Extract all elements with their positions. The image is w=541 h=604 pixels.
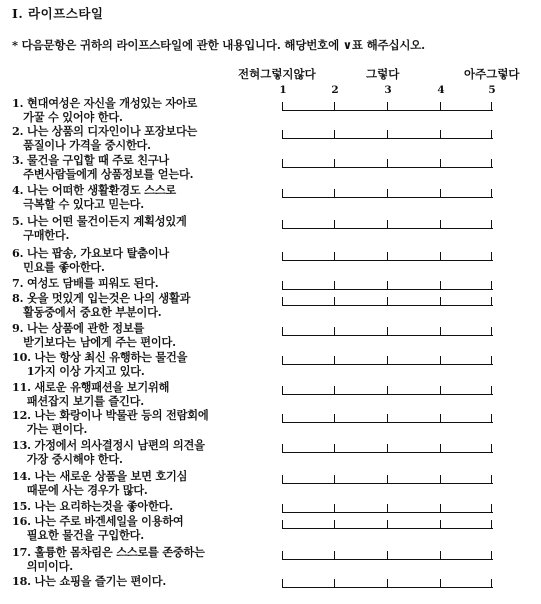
- question-text: 6. 나는 팝송, 가요보다 탈춤이나 민요를 좋아한다.: [12, 246, 170, 274]
- question-text: 13. 가정에서 의사결정시 남편의 의견을 가장 중시해야 한다.: [12, 438, 205, 466]
- scale-tick-1[interactable]: [282, 297, 283, 306]
- scale-tick-2[interactable]: [334, 356, 335, 365]
- scale-tick-1[interactable]: [282, 551, 283, 560]
- scale-tick-5[interactable]: [491, 281, 492, 290]
- scale-point-1: 1: [279, 84, 287, 96]
- scale-tick-3[interactable]: [387, 102, 388, 111]
- section-title: Ⅰ. 라이프스타일: [12, 6, 104, 21]
- scale-tick-2[interactable]: [334, 252, 335, 261]
- scale-tick-2[interactable]: [334, 130, 335, 139]
- scale-tick-5[interactable]: [491, 189, 492, 198]
- scale-tick-4[interactable]: [440, 327, 441, 336]
- scale-tick-2[interactable]: [334, 297, 335, 306]
- scale-tick-4[interactable]: [440, 520, 441, 529]
- question-text: 14. 나는 새로운 상품을 보면 호기심 때문에 사는 경우가 많다.: [12, 469, 188, 497]
- scale-tick-1[interactable]: [282, 252, 283, 261]
- scale-tick-3[interactable]: [387, 520, 388, 529]
- scale-tick-5[interactable]: [491, 356, 492, 365]
- scale-tick-3[interactable]: [387, 220, 388, 229]
- rating-scale[interactable]: [282, 474, 493, 484]
- scale-tick-3[interactable]: [387, 475, 388, 484]
- scale-tick-2[interactable]: [334, 102, 335, 111]
- scale-tick-2[interactable]: [334, 327, 335, 336]
- rating-scale[interactable]: [282, 251, 493, 261]
- scale-tick-3[interactable]: [387, 189, 388, 198]
- question-text: 11. 새로운 유행패션을 보기위해 패션잡지 보기를 즐긴다.: [12, 380, 170, 408]
- scale-tick-1[interactable]: [282, 414, 283, 423]
- scale-tick-5[interactable]: [491, 414, 492, 423]
- scale-tick-3[interactable]: [387, 159, 388, 168]
- scale-tick-4[interactable]: [440, 102, 441, 111]
- rating-scale[interactable]: [282, 296, 493, 306]
- scale-anchor-low: 전혀그렇지않다: [238, 67, 316, 81]
- scale-tick-1[interactable]: [282, 386, 283, 395]
- scale-tick-2[interactable]: [334, 220, 335, 229]
- scale-tick-1[interactable]: [282, 356, 283, 365]
- scale-point-3: 3: [384, 84, 392, 96]
- rating-scale[interactable]: [282, 219, 493, 229]
- scale-tick-3[interactable]: [387, 386, 388, 395]
- rating-scale[interactable]: [282, 188, 493, 198]
- scale-tick-4[interactable]: [440, 130, 441, 139]
- scale-tick-4[interactable]: [440, 189, 441, 198]
- rating-scale[interactable]: [282, 355, 493, 365]
- scale-tick-3[interactable]: [387, 444, 388, 453]
- scale-tick-4[interactable]: [440, 252, 441, 261]
- scale-tick-5[interactable]: [491, 252, 492, 261]
- question-text: 17. 훌륭한 몸차림은 스스로를 존중하는 의미이다.: [12, 545, 205, 573]
- scale-tick-2[interactable]: [334, 189, 335, 198]
- scale-tick-2[interactable]: [334, 444, 335, 453]
- scale-tick-4[interactable]: [440, 444, 441, 453]
- question-text: 5. 나는 어떤 물건이든지 계획성있게 구매한다.: [12, 214, 187, 242]
- scale-tick-1[interactable]: [282, 520, 283, 529]
- question-text: 7. 여성도 담배를 피워도 된다.: [12, 276, 159, 290]
- scale-tick-5[interactable]: [491, 386, 492, 395]
- scale-tick-3[interactable]: [387, 414, 388, 423]
- scale-tick-5[interactable]: [491, 579, 492, 588]
- scale-tick-3[interactable]: [387, 356, 388, 365]
- scale-tick-4[interactable]: [440, 579, 441, 588]
- scale-tick-4[interactable]: [440, 356, 441, 365]
- scale-tick-3[interactable]: [387, 252, 388, 261]
- scale-tick-1[interactable]: [282, 189, 283, 198]
- question-text: 4. 나는 어떠한 생활환경도 스스로 극복할 수 있다고 믿는다.: [12, 183, 176, 211]
- scale-point-5: 5: [488, 84, 496, 96]
- rating-scale[interactable]: [282, 503, 493, 513]
- scale-tick-1[interactable]: [282, 327, 283, 336]
- scale-tick-1[interactable]: [282, 579, 283, 588]
- scale-tick-2[interactable]: [334, 159, 335, 168]
- scale-point-2: 2: [331, 84, 339, 96]
- rating-scale[interactable]: [282, 280, 493, 290]
- scale-anchor-high: 아주그렇다: [464, 67, 520, 81]
- scale-tick-1[interactable]: [282, 220, 283, 229]
- scale-tick-5[interactable]: [491, 220, 492, 229]
- scale-tick-2[interactable]: [334, 551, 335, 560]
- scale-tick-4[interactable]: [440, 551, 441, 560]
- scale-tick-1[interactable]: [282, 444, 283, 453]
- scale-tick-3[interactable]: [387, 504, 388, 513]
- scale-tick-4[interactable]: [440, 220, 441, 229]
- scale-tick-5[interactable]: [491, 327, 492, 336]
- scale-tick-5[interactable]: [491, 444, 492, 453]
- scale-point-4: 4: [437, 84, 445, 96]
- question-text: 12. 나는 화랑이나 박물관 등의 전람회에 가는 편이다.: [12, 408, 209, 436]
- rating-scale[interactable]: [282, 129, 493, 139]
- scale-tick-5[interactable]: [491, 297, 492, 306]
- scale-tick-4[interactable]: [440, 297, 441, 306]
- scale-tick-2[interactable]: [334, 281, 335, 290]
- rating-scale[interactable]: [282, 326, 493, 336]
- question-text: 18. 나는 쇼핑을 즐기는 편이다.: [12, 574, 167, 588]
- scale-tick-4[interactable]: [440, 159, 441, 168]
- scale-tick-3[interactable]: [387, 297, 388, 306]
- scale-tick-2[interactable]: [334, 386, 335, 395]
- scale-tick-2[interactable]: [334, 520, 335, 529]
- question-text: 10. 나는 항상 최신 유행하는 물건을 1가지 이상 가지고 있다.: [12, 350, 188, 378]
- scale-tick-1[interactable]: [282, 102, 283, 111]
- scale-tick-5[interactable]: [491, 475, 492, 484]
- scale-tick-4[interactable]: [440, 414, 441, 423]
- scale-tick-3[interactable]: [387, 579, 388, 588]
- scale-tick-3[interactable]: [387, 551, 388, 560]
- scale-tick-4[interactable]: [440, 475, 441, 484]
- scale-tick-5[interactable]: [491, 504, 492, 513]
- scale-tick-1[interactable]: [282, 130, 283, 139]
- scale-tick-1[interactable]: [282, 159, 283, 168]
- rating-scale[interactable]: [282, 550, 493, 560]
- scale-tick-3[interactable]: [387, 130, 388, 139]
- scale-tick-1[interactable]: [282, 281, 283, 290]
- question-text: 15. 나는 요리하는것을 좋아한다.: [12, 499, 173, 513]
- scale-tick-5[interactable]: [491, 130, 492, 139]
- scale-tick-5[interactable]: [491, 551, 492, 560]
- scale-tick-3[interactable]: [387, 281, 388, 290]
- scale-tick-5[interactable]: [491, 159, 492, 168]
- scale-tick-2[interactable]: [334, 475, 335, 484]
- scale-tick-2[interactable]: [334, 504, 335, 513]
- rating-scale[interactable]: [282, 101, 493, 111]
- scale-tick-2[interactable]: [334, 414, 335, 423]
- question-text: 8. 옷을 멋있게 입는것은 나의 생활과 활동중에서 중요한 부분이다.: [12, 291, 191, 319]
- question-text: 1. 현대여성은 자신을 개성있는 자아로 가꿀 수 있어야 한다.: [12, 96, 198, 124]
- scale-tick-5[interactable]: [491, 102, 492, 111]
- scale-anchor-mid: 그렇다: [366, 67, 400, 81]
- instruction-text: * 다음문항은 귀하의 라이프스타일에 관한 내용입니다. 해당번호에 ∨표 해주십시오.: [12, 38, 425, 52]
- rating-scale[interactable]: [282, 158, 493, 168]
- scale-tick-5[interactable]: [491, 520, 492, 529]
- rating-scale[interactable]: [282, 385, 493, 395]
- rating-scale[interactable]: [282, 578, 493, 588]
- question-text: 9. 나는 상품에 관한 정보를 받기보다는 남에게 주는 편이다.: [12, 321, 176, 349]
- question-text: 2. 나는 상품의 디자인이나 포장보다는 품질이나 가격을 중시한다.: [12, 124, 198, 152]
- question-text: 16. 나는 주로 바겐세일을 이용하여 필요한 물건을 구입한다.: [12, 514, 184, 542]
- rating-scale[interactable]: [282, 443, 493, 453]
- scale-tick-1[interactable]: [282, 504, 283, 513]
- rating-scale[interactable]: [282, 413, 493, 423]
- scale-tick-2[interactable]: [334, 579, 335, 588]
- rating-scale[interactable]: [282, 519, 493, 529]
- scale-tick-4[interactable]: [440, 504, 441, 513]
- scale-tick-4[interactable]: [440, 386, 441, 395]
- scale-tick-4[interactable]: [440, 281, 441, 290]
- scale-tick-3[interactable]: [387, 327, 388, 336]
- question-text: 3. 물건을 구입할 때 주로 친구나 주변사람들에게 상품정보를 얻는다.: [12, 153, 194, 181]
- scale-tick-1[interactable]: [282, 475, 283, 484]
